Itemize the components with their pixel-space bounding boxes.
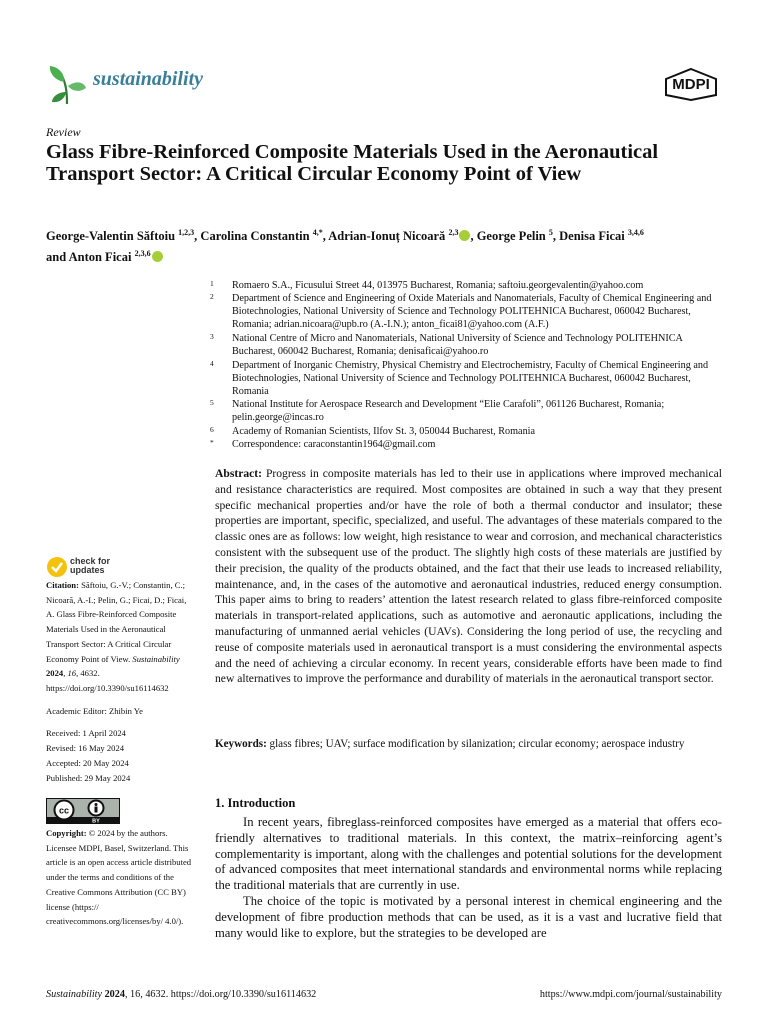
abstract-text: Progress in composite materials has led to their use in applications where improved mechanical and resistance characteristics are required. Most composites are obtained in such a way that they present specific mechanical properties and/or have the role of both a thermal conductor and insulator; these properties are important, specific, specialized, and useful. The advantages of these materials compared to the classic ones are as follows: low weight, high resistance to wear and corrosion, and mechanical characteristics consistent with the subsequent use of the product. The slightly high costs of these materials are justified by their precision, the quality of the products obtained, and the fact that their use leads to increased reliability, maintenance, and, in the cases of the automotive and aeronautical industries, reduced energy consumption. This paper aims to bring to readers’ attention the latest research related to glass fibre-reinforced composite materials in transport-related applications, such as automotive and aeronautic applications, including the manufacturing of unmanned aerial vehicles (UAVs). Considering the long period of use, the recycling and reuse of composite materials used in aeronautical transport is a must considering the environmental aspects and the need of achieving a circular economy. In recent years, considerable efforts have been made to find new alternatives to improve the performance and durability of materials in the aeronautical transport sector. (215, 467, 722, 686)
author-3: Adrian-Ionuț Nicoară $^{2,3}$ (328, 229, 470, 243)
keywords-label: Keywords: (215, 738, 267, 750)
citation: Citation: Săftoiu, G.-V.; Constantin, C.; Nicoară, A.-I.; Pelin, G.; Ficai, D.; Ficai, A. Glass Fibre-Reinforced Composite Materials Used in the Aeronautical Transport Sector: A Critical Circular Economy Point of View. Sustainability 2024, 16, 4632. https://doi.org/10.3390/su16114632 (46, 580, 187, 693)
svg-text:BY: BY (92, 818, 100, 824)
published-date: Published: 29 May 2024 (46, 773, 131, 783)
author-list: George-Valentin Săftoiu $^{1,2,3}$, Carolina Constantin $^{4,*}$, Adrian-Ionuț Nicoară $^{2,3}$ , George Pelin $^5$, Denisa Ficai $^{3,4,6}$ and Anton Ficai $^{2,3,6}$ (46, 228, 644, 265)
received-date: Received: 1 April 2024 (46, 728, 126, 738)
orcid-icon[interactable] (459, 230, 470, 241)
body-paragraph: The choice of the topic is motivated by a personal interest in chemical engineering and the development of fibre production methods that can be used, as it is a vast and lucrative field that many would like to explore, but the strategies to be developed are (215, 893, 722, 940)
svg-text:cc: cc (58, 805, 70, 816)
author-5: Denisa Ficai $^{3,4,6}$ (559, 228, 644, 244)
publisher-name: MDPI (672, 76, 710, 93)
revised-date: Revised: 16 May 2024 (46, 743, 125, 753)
accepted-date: Accepted: 20 May 2024 (46, 758, 129, 768)
keywords (215, 737, 722, 751)
copyright: Copyright: © 2024 by the authors. Licensee MDPI, Basel, Switzerland. This article is an open access article distributed under the terms and conditions of the Creative Commons Attribution (CC BY) license (https:// creativecommons.org/licenses/by/ 4.0/). (46, 828, 192, 927)
author-4: George Pelin $^5$ (476, 228, 553, 244)
doi-link[interactable]: https://doi.org/10.3390/su16114632 (46, 682, 169, 693)
academic-editor: Academic Editor: Zhibin Ye (46, 706, 143, 716)
cc-by-license-icon[interactable] (46, 798, 120, 824)
abstract (215, 466, 722, 687)
article-type: Review (46, 125, 81, 139)
author-6: Anton Ficai $^{2,3,6}$ (69, 250, 163, 264)
body-text (215, 815, 722, 941)
check-for-updates-button[interactable]: check for updates (70, 556, 111, 575)
footer-journal-url[interactable]: https://www.mdpi.com/journal/sustainability (539, 989, 722, 1000)
article-title: Glass Fibre-Reinforced Composite Materials Used in the Aeronautical Transport Sector: A Critical Circular Economy Point of View (46, 141, 659, 185)
body-paragraph: In recent years, fibreglass-reinforced composites have emerged as a material that offers eco-friendly alternatives to traditional materials. In this context, the matrix–reinforcing agent’s complementarity is important, along with the challenges and potential solutions for the development of advanced composites that meet international standards and environmental norms while replacing the traditional materials that are currently in use. (215, 815, 722, 893)
keywords-text: glass fibres; UAV; surface modification by silanization; circular economy; aerospace industry (269, 738, 685, 750)
orcid-icon[interactable] (152, 251, 163, 262)
check-for-updates-icon[interactable] (46, 556, 68, 578)
section-heading: 1. Introduction (215, 796, 296, 810)
abstract-label: Abstract: (215, 467, 263, 480)
footer-citation: Sustainability 2024, 16, 4632. https://doi.org/10.3390/su16114632 (46, 989, 317, 1000)
journal-name: sustainability (93, 68, 204, 90)
author-2: Carolina Constantin $^{4,*}$ (200, 228, 323, 244)
journal-logo-icon (46, 62, 88, 106)
author-1: George-Valentin Săftoiu $^{1,2,3}$ (46, 228, 195, 244)
